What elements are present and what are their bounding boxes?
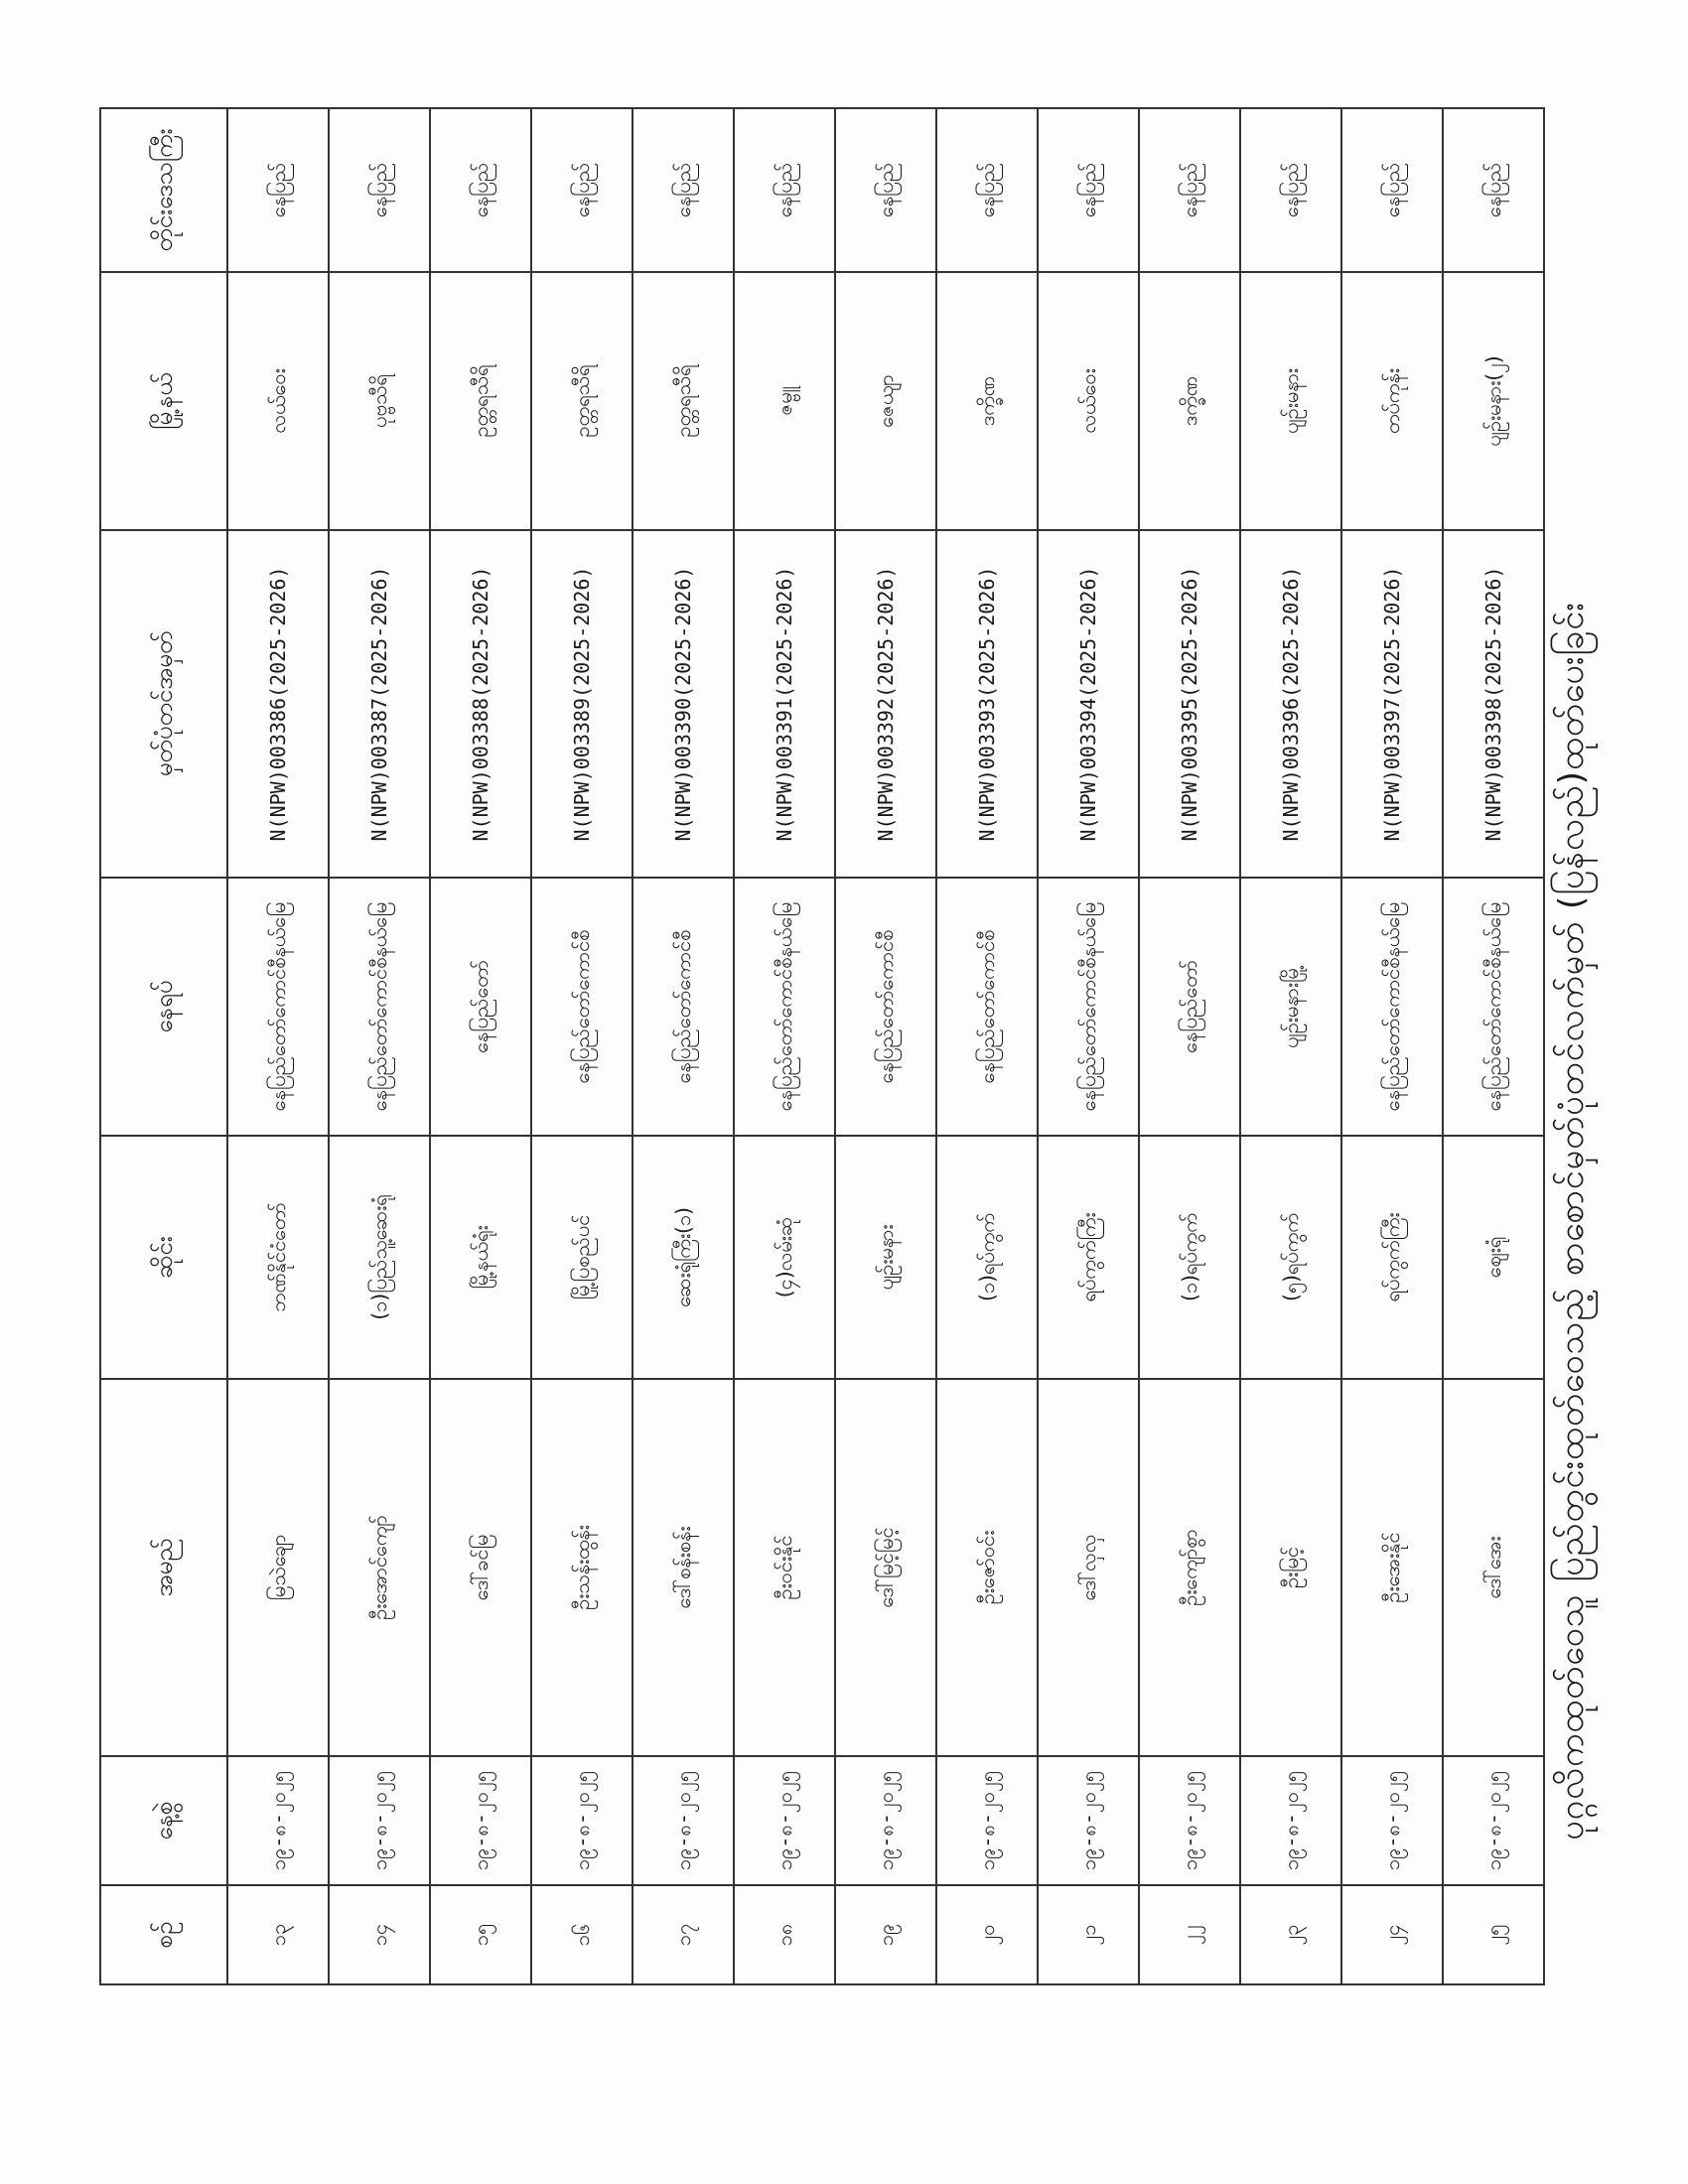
cell-no: ၁၄ <box>329 1885 430 1984</box>
cell-address: နေပြည်တော်ကောင်စီ <box>531 878 633 1136</box>
cell-region: နေပြည် <box>936 108 1038 272</box>
cell-title: ဘဏ်နိုင်ငံတော် <box>227 1136 329 1379</box>
table-body <box>227 108 1544 1984</box>
cell-no: ၂၄ <box>1341 1885 1443 1984</box>
cell-region: နေပြည် <box>1240 108 1341 272</box>
cell-no: ၂၂ <box>1139 1885 1240 1984</box>
cell-no: ၁၅ <box>430 1885 531 1984</box>
header-date: နေ့စွဲ <box>100 1756 227 1885</box>
table-row <box>227 108 329 1984</box>
cell-township: ဇေယျာ <box>835 272 936 530</box>
cell-address: နေပြည်တော် <box>430 878 531 1136</box>
cell-title: (၁)ပြည်သူ့ဆေးရုံ <box>329 1136 430 1379</box>
cell-title: ဈေးရုံ <box>1443 1136 1544 1379</box>
cell-address: နေပြည်တော်ကောင်စီ <box>936 878 1038 1136</box>
cell-township: ပုဗ္ဗသီရိ <box>329 272 430 530</box>
cell-permit: N(NPW)003386(2025-2026) <box>227 530 329 878</box>
header-name: အမည် <box>100 1379 227 1756</box>
cell-township: ဥတ္တရသီရိ <box>633 272 734 530</box>
cell-title: ပျဉ်းမနား <box>835 1136 936 1379</box>
header-township: မြို့နယ် <box>100 272 227 530</box>
table-row <box>531 108 633 1984</box>
cell-title: (၁)ရပ်ကွက် <box>1139 1136 1240 1379</box>
cell-name: ဦးအေးနိုင် <box>1341 1379 1443 1756</box>
cell-address: နေပြည်တော်ကောင်စီနယ်မြေ <box>1341 878 1443 1136</box>
cell-township: ဒက္ခိဏ <box>1139 272 1240 530</box>
document-title: ပုဂ္ဂလိကထုတ်ဝေသူ ပြည်တွင်းထုတ်ဝေသည့် စာစောင်မှတ်ပုံတင်လက်မှတ် (ပြန်လည်)ထုတ်ပေးခြင်း <box>1552 602 1592 1841</box>
cell-permit: N(NPW)003394(2025-2026) <box>1038 530 1139 878</box>
cell-date: ၁၉-၈-၂၀၂၅ <box>1139 1756 1240 1885</box>
cell-no: ၁၇ <box>633 1885 734 1984</box>
cell-title: ရပ်ကွက်ကြီး <box>1341 1136 1443 1379</box>
cell-date: ၁၉-၈-၂၀၂၅ <box>1038 1756 1139 1885</box>
header-address: နေရပ် <box>100 878 227 1136</box>
cell-no: ၁၉ <box>835 1885 936 1984</box>
cell-date: ၁၉-၈-၂၀၂၅ <box>734 1756 835 1885</box>
cell-permit: N(NPW)003392(2025-2026) <box>835 530 936 878</box>
cell-permit: N(NPW)003397(2025-2026) <box>1341 530 1443 878</box>
cell-name: ဦးဝင်းနိုင် <box>734 1379 835 1756</box>
registration-table <box>99 107 1545 1985</box>
cell-region: နေပြည် <box>734 108 835 272</box>
cell-region: နေပြည် <box>1038 108 1139 272</box>
cell-region: နေပြည် <box>329 108 430 272</box>
cell-no: ၁၆ <box>531 1885 633 1984</box>
cell-title: (၄)လမ်းဆုံ <box>734 1136 835 1379</box>
cell-address: နေပြည်တော်ကောင်စီနယ်မြေ <box>227 878 329 1136</box>
cell-region: နေပြည် <box>835 108 936 272</box>
cell-date: ၁၉-၈-၂၀၂၅ <box>430 1756 531 1885</box>
header-no: စဉ် <box>100 1885 227 1984</box>
cell-permit: N(NPW)003390(2025-2026) <box>633 530 734 878</box>
cell-name: ဦးအောင်ကျော် <box>329 1379 430 1756</box>
table-row <box>430 108 531 1984</box>
cell-township: တပ်ကုန်း <box>1341 272 1443 530</box>
cell-name: ဒေါ်လှလှ <box>1038 1379 1139 1756</box>
cell-date: ၁၉-၈-၂၀၂၅ <box>227 1756 329 1885</box>
cell-name: ဒေါ်မြင့်မြင့် <box>835 1379 936 1756</box>
cell-permit: N(NPW)003389(2025-2026) <box>531 530 633 878</box>
cell-date: ၁၉-၈-၂၀၂၅ <box>1240 1756 1341 1885</box>
cell-name: ဦးမြင့် <box>1240 1379 1341 1756</box>
cell-permit: N(NPW)003395(2025-2026) <box>1139 530 1240 878</box>
cell-date: ၁၉-၈-၂၀၂၅ <box>936 1756 1038 1885</box>
table-row <box>1341 108 1443 1984</box>
cell-name: မြသဲချော <box>227 1379 329 1756</box>
cell-township: ဇမ္ဗူ <box>734 272 835 530</box>
cell-township: ဒက္ခိဏ <box>936 272 1038 530</box>
table-row <box>1443 108 1544 1984</box>
cell-permit: N(NPW)003388(2025-2026) <box>430 530 531 878</box>
cell-township: လယ်ဝေး <box>227 272 329 530</box>
cell-permit: N(NPW)003396(2025-2026) <box>1240 530 1341 878</box>
cell-date: ၁၉-၈-၂၀၂၅ <box>329 1756 430 1885</box>
table-row <box>329 108 430 1984</box>
table-header-row <box>100 108 227 1984</box>
cell-region: နေပြည် <box>531 108 633 272</box>
cell-name: ဒေါ်စန်းစန်း <box>633 1379 734 1756</box>
cell-title: ဆေးရုံကြီး(၁) <box>633 1136 734 1379</box>
cell-no: ၂၅ <box>1443 1885 1544 1984</box>
cell-township: လယ်ဝေး <box>1038 272 1139 530</box>
cell-permit: N(NPW)003398(2025-2026) <box>1443 530 1544 878</box>
cell-name: ဒေါ်အေး <box>1443 1379 1544 1756</box>
cell-region: နေပြည် <box>1139 108 1240 272</box>
cell-name: ဦးသန်းထွန်း <box>531 1379 633 1756</box>
cell-no: ၁၈ <box>734 1885 835 1984</box>
cell-region: နေပြည် <box>227 108 329 272</box>
table-row <box>633 108 734 1984</box>
table-row <box>835 108 936 1984</box>
cell-township: ပျဉ်းမနား(၂) <box>1443 272 1544 530</box>
cell-no: ၂၁ <box>1038 1885 1139 1984</box>
table-row <box>1038 108 1139 1984</box>
cell-title: (၅)ရပ်ကွက် <box>1240 1136 1341 1379</box>
header-region: တိုင်းဒေသကြီး <box>100 108 227 272</box>
table-row <box>1240 108 1341 1984</box>
cell-title: မြို့နယ်ရုံး <box>430 1136 531 1379</box>
cell-no: ၂၃ <box>1240 1885 1341 1984</box>
cell-region: နေပြည် <box>1341 108 1443 272</box>
cell-title: (၁)ရပ်ကွက် <box>936 1136 1038 1379</box>
table-row <box>1139 108 1240 1984</box>
cell-address: နေပြည်တော် <box>1139 878 1240 1136</box>
cell-permit: N(NPW)003393(2025-2026) <box>936 530 1038 878</box>
cell-date: ၁၉-၈-၂၀၂၅ <box>835 1756 936 1885</box>
cell-title: ရပ်ကွက်ကြီး <box>1038 1136 1139 1379</box>
cell-name: ဦးဇော်ဝင်း <box>936 1379 1038 1756</box>
table-row <box>936 108 1038 1984</box>
cell-title: မြို့ပြစည်ပင် <box>531 1136 633 1379</box>
cell-address: ပျဉ်းမနားမြို့ <box>1240 878 1341 1136</box>
cell-township: ဥတ္တရသီရိ <box>430 272 531 530</box>
cell-date: ၁၉-၈-၂၀၂၅ <box>633 1756 734 1885</box>
cell-date: ၁၉-၈-၂၀၂၅ <box>1341 1756 1443 1885</box>
cell-date: ၁၉-၈-၂၀၂၅ <box>1443 1756 1544 1885</box>
table-row <box>734 108 835 1984</box>
cell-address: နေပြည်တော်ကောင်စီနယ်မြေ <box>1038 878 1139 1136</box>
header-permit: မှတ်ပုံတင်အမှတ် <box>100 530 227 878</box>
cell-permit: N(NPW)003387(2025-2026) <box>329 530 430 878</box>
cell-permit: N(NPW)003391(2025-2026) <box>734 530 835 878</box>
cell-date: ၁၉-၈-၂၀၂၅ <box>531 1756 633 1885</box>
cell-region: နေပြည် <box>1443 108 1544 272</box>
cell-township: ဥတ္တရသီရိ <box>531 272 633 530</box>
cell-no: ၂၀ <box>936 1885 1038 1984</box>
cell-no: ၁၃ <box>227 1885 329 1984</box>
header-title: ဆိုင်း <box>100 1136 227 1379</box>
cell-address: နေပြည်တော်ကောင်စီနယ်မြေ <box>1443 878 1544 1136</box>
cell-name: ဒေါ်ခင်မြ <box>430 1379 531 1756</box>
cell-region: နေပြည် <box>633 108 734 272</box>
cell-address: နေပြည်တော်ကောင်စီ <box>633 878 734 1136</box>
cell-address: နေပြည်တော်ကောင်စီ <box>835 878 936 1136</box>
cell-region: နေပြည် <box>430 108 531 272</box>
cell-address: နေပြည်တော်ကောင်စီနယ်မြေ <box>329 878 430 1136</box>
cell-township: ပျဉ်းမနား <box>1240 272 1341 530</box>
cell-address: နေပြည်တော်ကောင်စီနယ်မြေ <box>734 878 835 1136</box>
cell-name: ဦးကျော်စွာ <box>1139 1379 1240 1756</box>
